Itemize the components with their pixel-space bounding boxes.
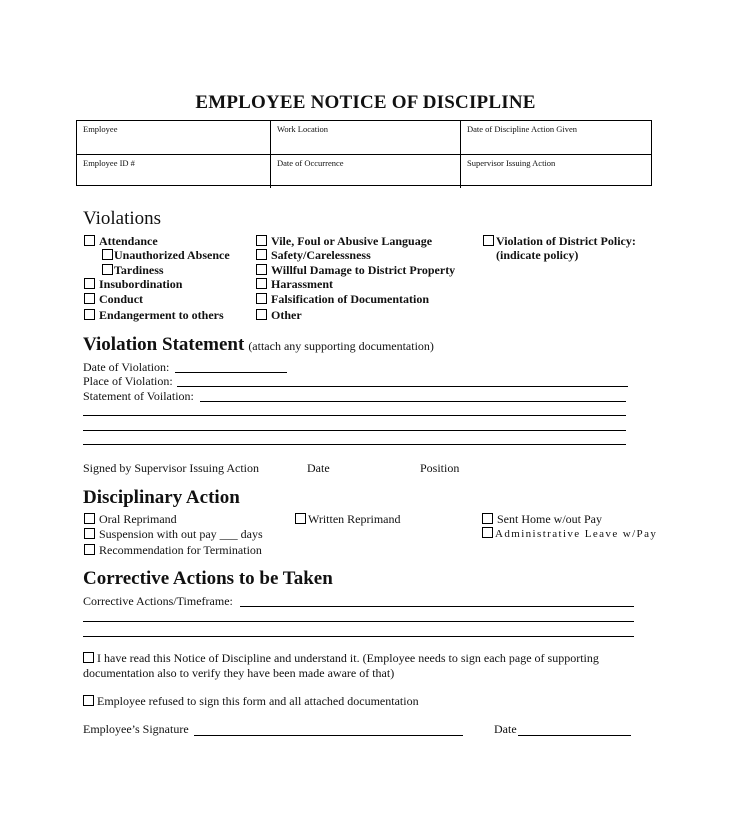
violation-harassment[interactable]	[256, 277, 333, 292]
violation-attendance[interactable]	[84, 234, 158, 249]
date-of-violation-label: Date of Violation:	[83, 360, 170, 374]
work-location-label: Work Location	[277, 124, 329, 134]
signature-date-line[interactable]	[518, 735, 631, 736]
checkbox[interactable]	[482, 527, 493, 538]
option-label: Attendance	[99, 234, 158, 248]
place-of-violation-line[interactable]	[177, 386, 628, 387]
option-label: Oral Reprimand	[99, 512, 177, 526]
violation-conduct[interactable]	[84, 292, 143, 307]
option-label: Other	[271, 308, 302, 322]
action-termination[interactable]	[84, 543, 262, 558]
work-location-field[interactable]	[270, 121, 460, 154]
corrective-line[interactable]	[83, 636, 634, 637]
option-label: Harassment	[271, 277, 333, 291]
checkbox[interactable]	[256, 293, 267, 304]
checkbox[interactable]	[256, 278, 267, 289]
violation-abusive-language[interactable]	[256, 234, 432, 249]
statement-line[interactable]	[83, 415, 626, 416]
checkbox[interactable]	[84, 293, 95, 304]
corrective-line[interactable]	[240, 606, 634, 607]
corrective-actions-heading: Corrective Actions to be Taken	[83, 568, 333, 589]
employee-signature-label: Employee’s Signature	[83, 722, 189, 736]
acknowledge-read-continued: documentation also to verify they have been made aware of that)	[83, 666, 395, 680]
action-sent-home[interactable]	[482, 512, 602, 527]
action-admin-leave[interactable]	[482, 527, 657, 540]
option-label: Safety/Carelessness	[271, 248, 371, 262]
place-of-violation-label: Place of Violation:	[83, 374, 173, 388]
option-label: Recommendation for Termination	[99, 543, 262, 557]
action-written-reprimand[interactable]	[295, 512, 401, 527]
checkbox[interactable]	[84, 513, 95, 524]
checkbox[interactable]	[83, 695, 94, 706]
checkbox[interactable]	[256, 309, 267, 320]
supervisor-field[interactable]	[460, 155, 653, 188]
statement-line[interactable]	[200, 401, 626, 402]
action-suspension[interactable]	[84, 527, 263, 542]
option-label: Employee refused to sign this form and all attached documentation	[97, 694, 419, 708]
section-title: Violation Statement	[83, 334, 245, 355]
date-of-violation-line[interactable]	[175, 372, 287, 373]
date-occurrence-label: Date of Occurrence	[277, 158, 344, 168]
checkbox[interactable]	[295, 513, 306, 524]
option-label: Unauthorized Absence	[114, 248, 230, 262]
checkbox[interactable]	[84, 309, 95, 320]
date-occurrence-field[interactable]	[270, 155, 460, 188]
date-action-given-label: Date of Discipline Action Given	[467, 124, 578, 134]
checkbox[interactable]	[84, 278, 95, 289]
option-label: Endangerment to others	[99, 308, 224, 322]
option-label: Willful Damage to District Property	[271, 263, 456, 277]
signature-date-label: Date	[494, 722, 517, 736]
employee-id-label: Employee ID #	[83, 158, 135, 168]
checkbox[interactable]	[256, 249, 267, 260]
action-oral-reprimand[interactable]	[84, 512, 177, 527]
option-label: Administrative Leave w/Pay	[495, 528, 658, 540]
violation-endangerment[interactable]	[84, 308, 224, 323]
district-policy-hint: (indicate policy)	[496, 248, 579, 262]
option-label: Written Reprimand	[308, 512, 401, 526]
checkbox[interactable]	[84, 544, 95, 555]
violation-falsification[interactable]	[256, 292, 429, 307]
option-label: Falsification of Documentation	[271, 292, 429, 306]
violation-other[interactable]	[256, 308, 302, 323]
checkbox[interactable]	[102, 249, 113, 260]
option-label: I have read this Notice of Discipline and understand it. (Employee needs to sign each page of supporting	[97, 651, 599, 665]
option-label: Insubordination	[99, 277, 183, 291]
position-label: Position	[420, 461, 460, 475]
checkbox[interactable]	[256, 264, 267, 275]
checkbox[interactable]	[482, 513, 493, 524]
statement-of-violation-label: Statement of Voilation:	[83, 389, 194, 403]
employee-field[interactable]	[77, 121, 270, 154]
disciplinary-action-heading: Disciplinary Action	[83, 487, 240, 508]
violations-heading: Violations	[83, 208, 162, 229]
section-note: (attach any supporting documentation)	[248, 339, 434, 353]
statement-line[interactable]	[83, 430, 626, 431]
option-label: Violation of District Policy:	[496, 234, 636, 248]
supervisor-label: Supervisor Issuing Action	[467, 158, 556, 168]
page-title: EMPLOYEE NOTICE OF DISCIPLINE	[195, 92, 536, 113]
option-label: Vile, Foul or Abusive Language	[271, 234, 433, 248]
violation-statement-heading	[83, 334, 434, 356]
statement-line[interactable]	[83, 444, 626, 445]
employee-signature-line[interactable]	[194, 735, 463, 736]
checkbox[interactable]	[84, 528, 95, 539]
date-action-given-field[interactable]	[460, 121, 653, 154]
option-label: Tardiness	[114, 263, 164, 277]
employee-label: Employee	[83, 124, 118, 134]
acknowledge-read[interactable]	[83, 651, 599, 666]
violation-district-policy[interactable]	[483, 234, 636, 249]
employee-refused[interactable]	[83, 694, 419, 709]
checkbox[interactable]	[256, 235, 267, 246]
checkbox[interactable]	[102, 264, 113, 275]
employee-info-table	[76, 120, 652, 186]
violation-willful-damage[interactable]	[256, 263, 455, 278]
employee-id-field[interactable]	[77, 155, 270, 188]
signed-by-supervisor-label: Signed by Supervisor Issuing Action	[83, 461, 259, 475]
checkbox[interactable]	[483, 235, 494, 246]
table-row	[77, 154, 651, 188]
option-label: Suspension with out pay ___ days	[99, 527, 263, 541]
violation-safety[interactable]	[256, 248, 371, 263]
table-row	[77, 121, 651, 154]
violation-unauthorized-absence[interactable]	[102, 248, 230, 263]
option-label: Sent Home w/out Pay	[497, 512, 602, 526]
corrective-line[interactable]	[83, 621, 634, 622]
option-label: Conduct	[99, 292, 144, 306]
checkbox[interactable]	[84, 235, 95, 246]
violation-tardiness[interactable]	[102, 263, 164, 278]
violation-insubordination[interactable]	[84, 277, 182, 292]
signed-date-label: Date	[307, 461, 330, 475]
checkbox[interactable]	[83, 652, 94, 663]
corrective-timeframe-label: Corrective Actions/Timeframe:	[83, 594, 233, 608]
